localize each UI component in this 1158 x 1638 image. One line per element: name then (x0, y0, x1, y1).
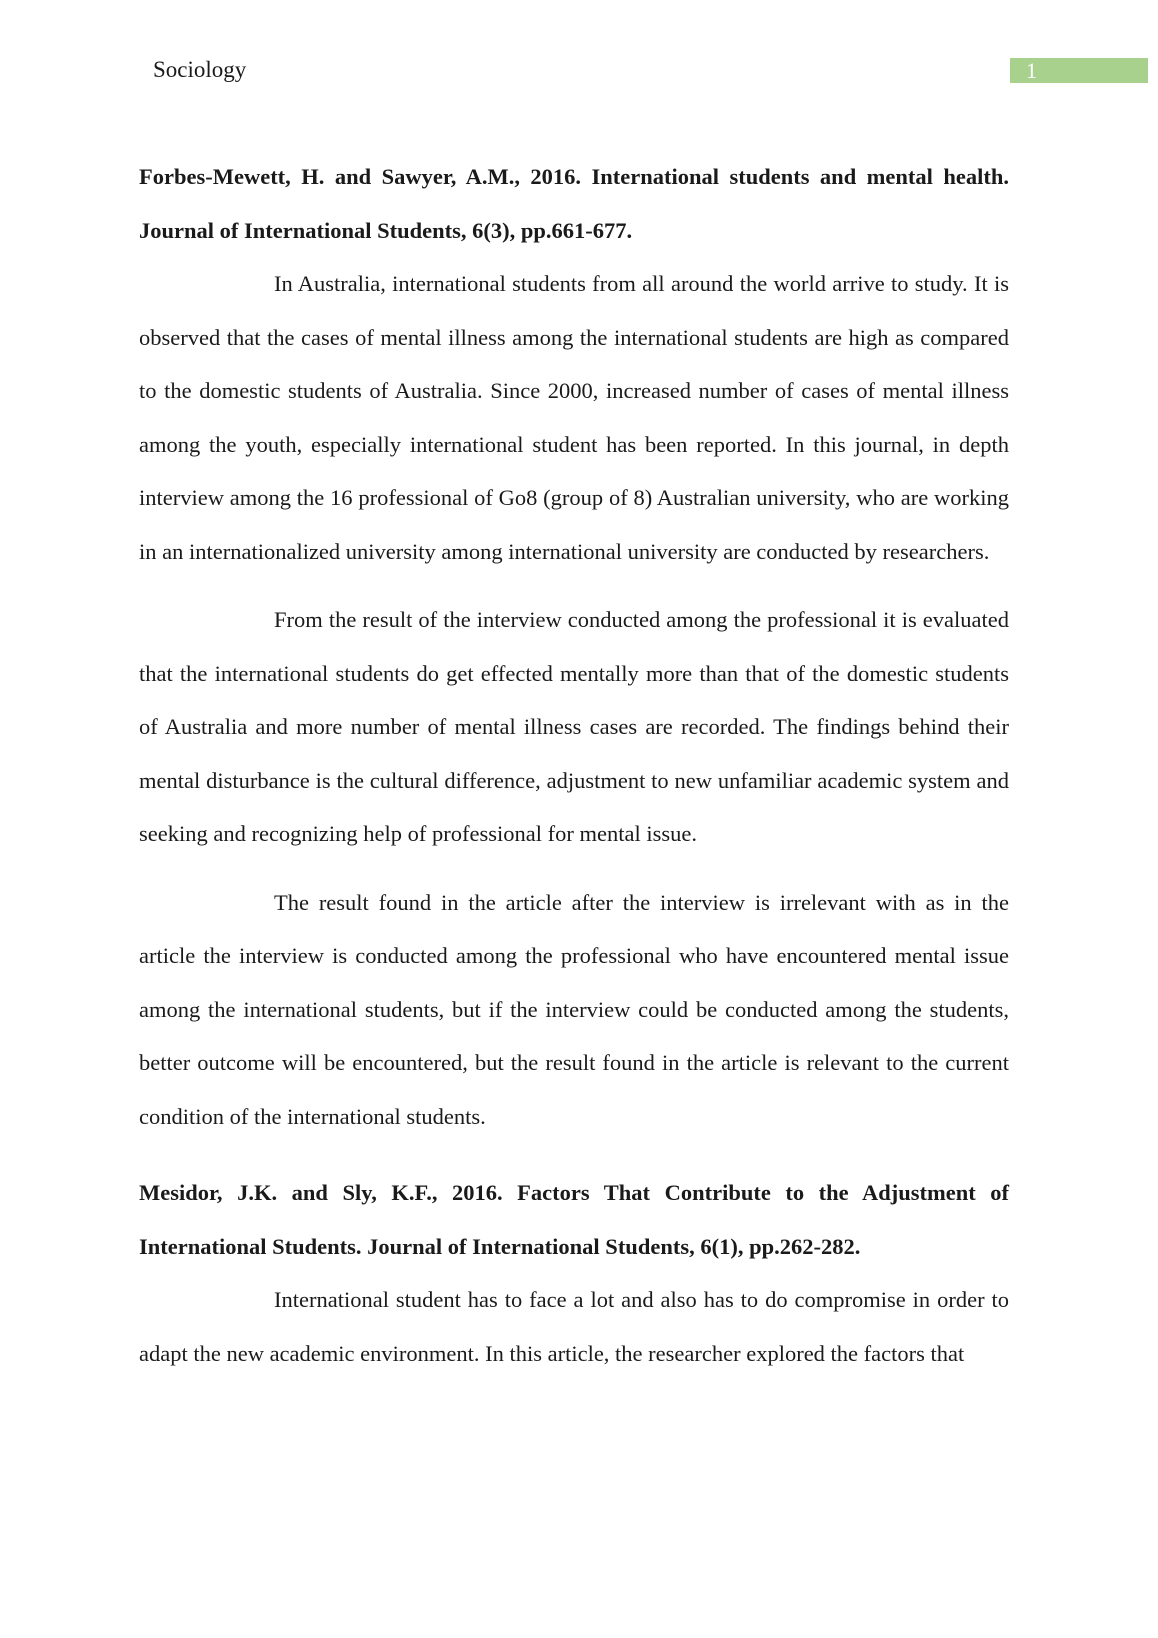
body-paragraph: From the result of the interview conducted among the professional it is evaluated that the international students do get effected mentally more than that of the domestic students of Australia and more number of mental illness cases are recorded. The findings behind their mental disturbance is the cultural difference, adjustment to new unfamiliar academic system and seeking and recognizing help of professional for mental issue. (139, 607, 1009, 846)
reference-citation: Forbes-Mewett, H. and Sawyer, A.M., 2016. International students and mental health. Journal of International Students, 6(3), pp.661-677. (139, 164, 1009, 243)
running-header-title: Sociology (153, 57, 247, 82)
page-number-bar (1010, 58, 1148, 83)
reference-citation: Mesidor, J.K. and Sly, K.F., 2016. Factors That Contribute to the Adjustment of International Students. Journal of International Students, 6(1), pp.262-282. (139, 1180, 1009, 1259)
body-paragraph: The result found in the article after the interview is irrelevant with as in the article the interview is conducted among the professional who have encountered mental issue among the international students, but if the interview could be conducted among the students, better outcome will be encountered, but the result found in the article is relevant to the current condition of the international students. (139, 889, 1009, 1129)
body-paragraph: In Australia, international students from all around the world arrive to study. It is observed that the cases of mental illness among the international students are high as compared to the domestic students of Australia. Since 2000, increased number of cases of mental illness among the youth, especially international student has been reported. In this journal, in depth interview among the 16 professional of Go8 (group of 8) Australian university, who are working in an internationalized university among international university are conducted by researchers. (139, 271, 1009, 564)
body-paragraph: International student has to face a lot and also has to do compromise in order to adapt the new academic environment. In this article, the researcher explored the factors that (139, 1287, 1009, 1366)
document-body (139, 150, 1009, 1380)
page-number: 1 (1026, 58, 1037, 83)
